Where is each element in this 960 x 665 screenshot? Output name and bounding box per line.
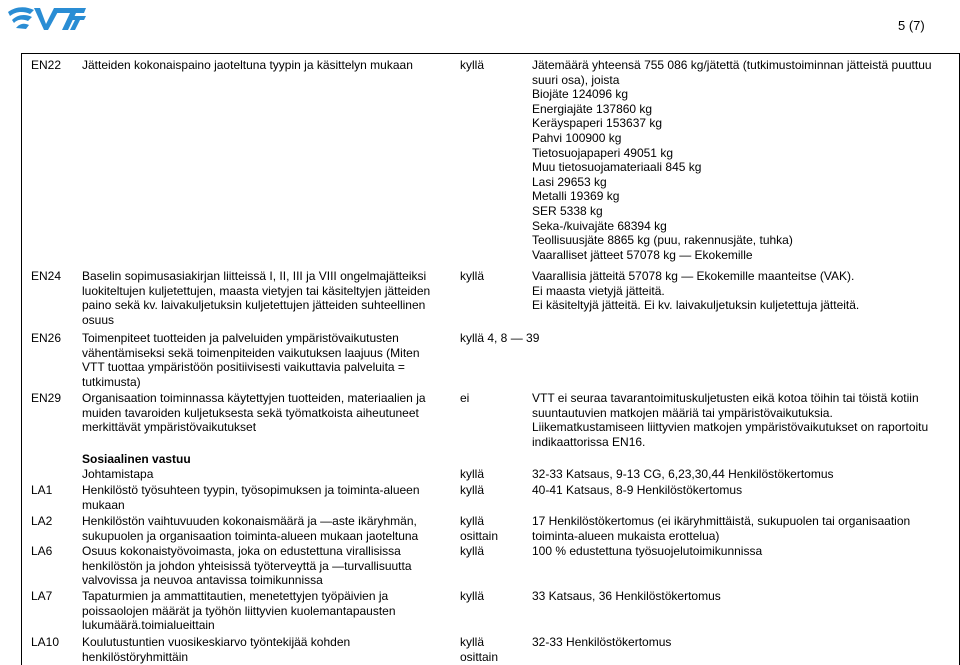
indicator-code: LA1 xyxy=(31,483,53,497)
indicator-answer: kyllä osittain xyxy=(460,514,499,543)
indicator-code: EN24 xyxy=(31,269,62,283)
indicator-info: 17 Henkilöstökertomus (ei ikäryhmittäistä, sukupuolen tai organisaation toiminta-alueen mukaista erottelua) xyxy=(532,514,911,543)
indicator-answer: kyllä 4, 8 — 39 xyxy=(460,331,540,345)
indicator-code: EN26 xyxy=(31,331,62,345)
section-title: Sosiaalinen vastuu xyxy=(82,452,191,466)
indicator-description: Henkilöstön vaihtuvuuden kokonaismäärä ja —aste ikäryhmän, sukupuolen ja organisaation toiminta-alueen mukaan jaoteltuna xyxy=(82,514,419,543)
indicator-info: Jätemäärä yhteensä 755 086 kg/jätettä (tutkimustoiminnan jätteistä puuttuu suuri osa), joista Biojäte 124096 kg Energiajäte 137860 kg Keräyspaperi 153637 kg Pahvi 100900 kg Tietosuojapaperi 49051 kg Muu tietosuojamateriaali 845 kg Lasi 29653 kg Metalli 19369 kg SER 5338 kg Seka-/kuivajäte 68394 kg Teollisuusjäte 8865 kg (puu, rakennusjäte, tuhka) Vaaralliset jätteet 57078 kg — Ekokemille xyxy=(532,58,932,262)
indicator-code: LA6 xyxy=(31,544,53,558)
indicator-info: 100 % edustettuna työsuojelutoimikunnissa xyxy=(532,544,763,558)
indicator-code: LA10 xyxy=(31,635,60,649)
indicator-answer: kyllä xyxy=(460,544,485,558)
indicator-code: EN22 xyxy=(31,58,62,72)
indicator-info: VTT ei seuraa tavarantoimituskuljetusten eikä kotoa töihin tai töistä kotiin suuntautuvien matkojen määriä tai ympäristövaikutuksia. Liikematkustamiseen liittyvien matkojen ympäristövaikutukset on raportoitu indikaattorissa EN16. xyxy=(532,391,929,449)
indicator-description: Jätteiden kokonaispaino jaoteltuna tyypin ja käsittelyn mukaan xyxy=(82,58,413,72)
indicator-description: Tapaturmien ja ammattitautien, menetettyjen työpäivien ja poissaolojen määrät ja työhön liittyvien kuolemantapausten lukumäärä.toimialueittain xyxy=(82,589,396,633)
indicator-answer: kyllä xyxy=(460,589,485,603)
indicator-description: Baselin sopimusasiakirjan liitteissä I, II, III ja VIII ongelmajätteiksi luokiteltujen kuljetettujen, maasta vietyjen tai käsiteltyjen jätteiden paino sekä kv. laivakuljetuksin kuljetettujen jätteiden suhteellinen osuus xyxy=(82,269,431,327)
indicator-info: 40-41 Katsaus, 8-9 Henkilöstökertomus xyxy=(532,483,743,497)
indicator-description: Osuus kokonaistyövoimasta, joka on edustettuna virallisissa henkilöstön ja johdon yhteisissä työterveyttä ja —turvallisuutta valvovissa ja neuvoa antavissa toimikunnissa xyxy=(82,544,412,588)
indicator-code: LA2 xyxy=(31,514,53,528)
indicator-code: LA7 xyxy=(31,589,53,603)
indicator-answer: kyllä xyxy=(460,483,485,497)
indicator-answer: ei xyxy=(460,391,470,405)
indicator-code: EN29 xyxy=(31,391,62,405)
indicator-info: 33 Katsaus, 36 Henkilöstökertomus xyxy=(532,589,721,603)
page-number: 5 (7) xyxy=(898,18,925,33)
indicator-answer: kyllä osittain xyxy=(460,635,499,664)
gri-table xyxy=(21,53,960,665)
indicator-answer: kyllä xyxy=(460,466,485,481)
indicator-answer: kyllä xyxy=(460,269,485,283)
indicator-info: 32-33 Henkilöstökertomus xyxy=(532,635,672,649)
vtt-logo xyxy=(6,4,88,32)
indicator-answer: kyllä xyxy=(460,58,485,72)
section-block: Sosiaalinen vastuu Johtamistapa xyxy=(82,452,454,481)
vtt-logo-icon xyxy=(6,4,88,32)
indicator-info: 32-33 Katsaus, 9-13 CG, 6,23,30,44 Henkilöstökertomus xyxy=(532,466,834,481)
indicator-description: Organisaation toiminnassa käytettyjen tuotteiden, materiaalien ja muiden tavaroiden kuljetuksesta sekä työmatkoista aiheutuneet merkittävät ympäristövaikutukset xyxy=(82,391,426,435)
indicator-info: Vaarallisia jätteitä 57078 kg — Ekokemille maanteitse (VAK). Ei maasta vietyjä jätteitä. Ei käsiteltyjä jätteitä. Ei kv. laivakuljetuksin kuljetettuja jätteitä. xyxy=(532,269,860,313)
indicator-description: Toimenpiteet tuotteiden ja palveluiden ympäristövaikutusten vähentämiseksi sekä toimenpiteiden vaikutuksen laajuus (Miten VTT tuottaa ympäristöön positiivisesti vaikuttavia palveluita = tutkimusta) xyxy=(82,331,420,389)
indicator-description: Henkilöstö työsuhteen tyypin, työsopimuksen ja toiminta-alueen mukaan xyxy=(82,483,420,512)
indicator-description: Koulutustuntien vuosikeskiarvo työntekijää kohden henkilöstöryhmittäin xyxy=(82,635,351,664)
